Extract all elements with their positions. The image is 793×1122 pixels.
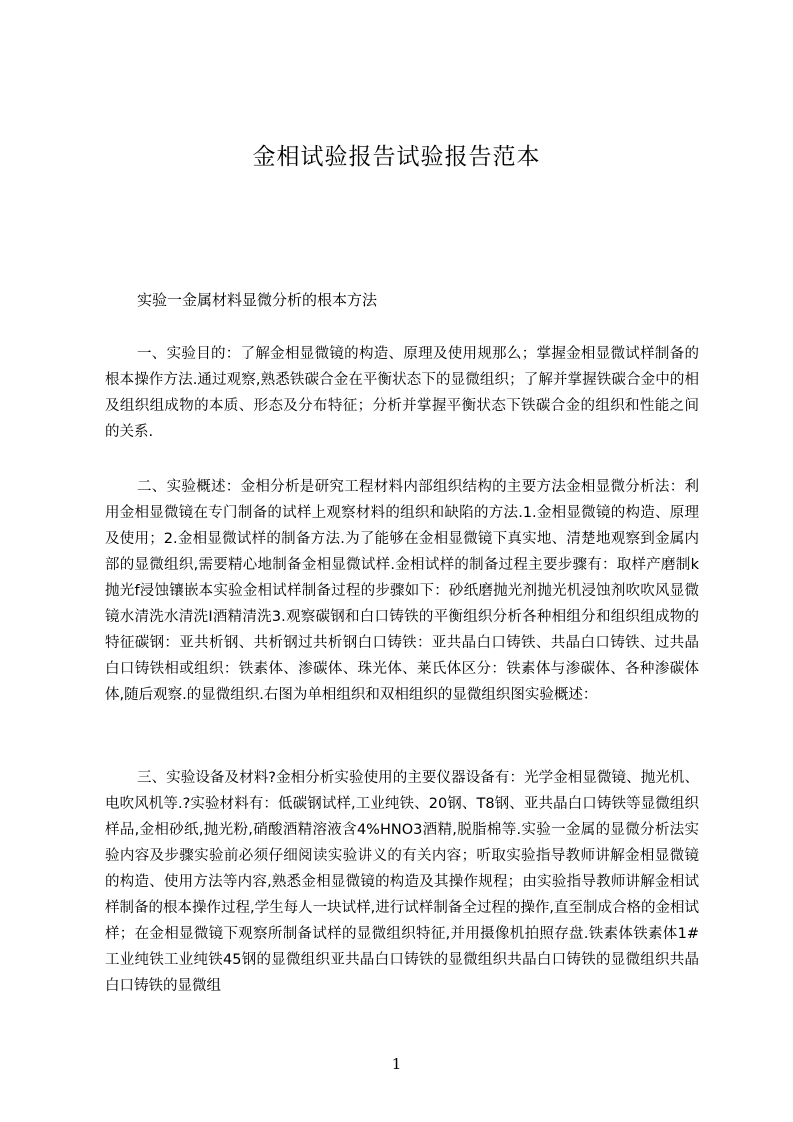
page-number: 1 [391, 1055, 402, 1073]
paragraph-experiment-purpose: 一、实验目的：了解金相显微镜的构造、原理及使用规那么；掌握金相显微试样制备的根本操作方法.通过观察,熟悉铁碳合金在平衡状态下的显微组织；了解并掌握铁碳合金中的相及组织组成物的本质、形态及分布特征；分析并掌握平衡状态下铁碳合金的组织和性能之间的关系. [105, 346, 699, 440]
paragraph-equipment-materials: 三、实验设备及材料?金相分析实验使用的主要仪器设备有：光学金相显微镜、抛光机、电吹风机等.?实验材料有：低碳钢试样,工业纯铁、20钢、T8钢、亚共晶白口铸铁等显微组织样品,金相砂纸,抛光粉,硝酸酒精溶液含4%HNO3酒精,脱脂棉等.实验一金属的显微分析法实验内容及步骤实验前必须仔细阅读实验讲义的有关内容；听取实验指导教师讲解金相显微镜的构造、使用方法等内容,熟悉金相显微镜的构造及其操作规程；由实验指导教师讲解金相试样制备的根本操作过程,学生每人一块试样,进行试样制备全过程的操作,直至制成合格的金相试样；在金相显微镜下观察所制备试样的显微组织特征,并用摄像机拍照存盘.铁素体铁素体1#工业纯铁工业纯铁45钢的显微组织亚共晶白口铸铁的显微组织共晶白口铸铁的显微组织共晶白口铸铁的显微组 [105, 770, 699, 994]
section-subtitle: 实验一金属材料显微分析的根本方法 [137, 291, 378, 309]
document-title: 金相试验报告试验报告范本 [252, 144, 541, 170]
paragraph-experiment-overview: 二、实验概述：金相分析是研究工程材料内部组织结构的主要方法金相显微分析法：利用金相显微镜在专门制备的试样上观察材料的组织和缺陷的方法.1.金相显微镜的构造、原理及使用；2.金相显微试样的制备方法.为了能够在金相显微镜下真实地、清楚地观察到金属内部的显微组织,需要精心地制备金相显微试样.金相试样的制备过程主要步骤有：取样产磨制k抛光f浸蚀镶嵌本实验金相试样制备过程的步骤如下：砂纸磨抛光剂抛光机浸蚀剂吹吹风显微镜水清洗水清洗Ⅰ酒精清洗3.观察碳钢和白口铸铁的平衡组织分析各种相组分和组织组成物的特征碳钢：亚共析钢、共析钢过共析钢白口铸铁：亚共晶白口铸铁、共晶白口铸铁、过共晶白口铸铁相或组织：铁素体、渗碳体、珠光体、莱氏体区分：铁素体与渗碳体、各种渗碳体体,随后观察.的显微组织.右图为单相组织和双相组织的显微组织图实验概述： [105, 479, 699, 703]
